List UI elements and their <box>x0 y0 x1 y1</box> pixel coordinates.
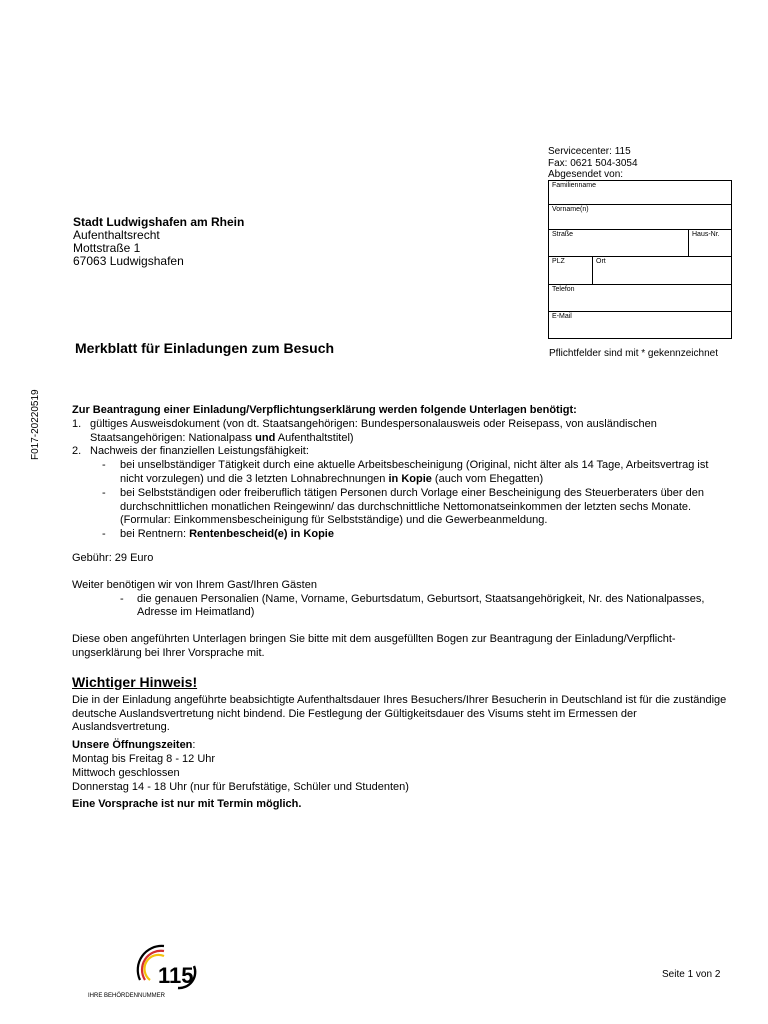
telefon-label: Telefon <box>552 286 575 293</box>
list-text: Nachweis der finanziellen Leistungsfähigkeit: <box>90 445 309 458</box>
email-label: E-Mail <box>552 313 572 320</box>
required-fields-note: Pflichtfelder sind mit * gekennzeichnet <box>549 348 718 359</box>
sender-form <box>548 180 732 339</box>
sent-from-label: Abgesendet von: <box>548 169 624 180</box>
guest-list-item <box>72 593 732 621</box>
document-title: Merkblatt für Einladungen zum Besuch <box>75 340 335 356</box>
bring-documents-text: Diese oben angeführten Unterlagen bringen Sie bitte mit dem ausgefüllten Bogen zur Beantragung der Einladung/Verpflicht-ungserklärung bei Ihrer Vorsprache mit. <box>72 633 676 659</box>
dash: - <box>102 528 106 541</box>
address-row <box>549 230 731 257</box>
list-number: 2. <box>72 445 82 458</box>
fee: Gebühr: 29 Euro <box>72 551 154 564</box>
email-field[interactable] <box>549 312 731 339</box>
list-text <box>90 418 732 446</box>
vorname-field[interactable] <box>549 205 731 230</box>
list-item <box>72 445 732 459</box>
logo-115 <box>88 940 218 1000</box>
sub-text: bei Selbstständigen oder freiberuflich tätigen Personen durch Vorlage einer Bescheinigung des Steuerberaters über den durchschnittlichen monatlichen Reingewinn/ das durchschnittliche Nettomonatseinkommen der letzten sechs Monate. (Formular: Einkommensbescheinigung für Selbstständige) und die Gewerbeanmeldung. <box>120 486 704 527</box>
logo-number: 115 <box>158 963 194 988</box>
list-item <box>72 418 732 446</box>
opening-hours-line: Donnerstag 14 - 18 Uhr (nur für Berufstätige, Schüler und Studenten) <box>72 780 409 793</box>
dash: - <box>102 459 106 472</box>
logo-115-graphic <box>88 940 218 1000</box>
hausnr-label: Haus-Nr. <box>692 231 720 238</box>
opening-hours-line: Mittwoch geschlossen <box>72 766 180 779</box>
sub-list-item <box>72 459 732 487</box>
authority-name: Stadt Ludwigshafen am Rhein <box>73 215 245 229</box>
sub3-bold: Rentenbescheid(e) in Kopie <box>189 528 334 541</box>
item1-text-end: Aufenthaltstitel) <box>275 431 354 444</box>
main-content <box>72 404 732 812</box>
hausnr-field[interactable] <box>689 230 733 256</box>
sub-list-item <box>72 487 732 528</box>
page-number: Seite 1 von 2 <box>662 969 721 980</box>
sub1-text-end: (auch vom Ehegatten) <box>431 472 544 485</box>
strasse-label: Straße <box>552 231 574 238</box>
ort-field[interactable] <box>593 257 733 284</box>
item1-text: gültiges Ausweisdokument (von dt. Staatsangehörigen: Bundespersonalausweis oder Reisepass, von ausländischen Staatsangehörigen: Nationalpass <box>90 417 657 444</box>
plz-field[interactable] <box>549 257 593 284</box>
dash: - <box>102 486 106 499</box>
opening-hours-title: Unsere Öffnungszeiten <box>72 739 193 752</box>
opening-hours-heading <box>72 739 732 753</box>
logo-tagline: IHRE BEHÖRDENNUMMER <box>88 993 166 999</box>
fax-number: Fax: 0621 504-3054 <box>548 157 638 169</box>
guest-item-text: die genauen Personalien (Name, Vorname, Geburtsdatum, Geburtsort, Staatsangehörigkeit, Nr. des Nationalpasses, Adresse im Heimatland) <box>137 592 705 619</box>
sub-text <box>120 528 732 542</box>
dash: - <box>120 592 124 605</box>
ort-label: Ort <box>596 258 606 265</box>
recipient-address <box>73 216 244 268</box>
important-note-text: Die in der Einladung angeführte beabsichtigte Aufenthaltsdauer Ihres Besuchers/Ihrer Besucherin in Deutschland ist für die zuständige deutsche Auslandsvertretung nicht bindend. Die Festlegung der Gültigkeitsdauer des Visums steht im Ermessen der Auslandsvertretung. <box>72 693 727 734</box>
street: Mottstraße 1 <box>73 241 141 255</box>
sub3-text: bei Rentnern: <box>120 528 190 541</box>
list-number: 1. <box>72 417 82 430</box>
familienname-label: Familienname <box>552 182 596 189</box>
form-code: F017-20220519 <box>30 389 41 460</box>
service-center-number: Servicecenter: 115 <box>548 146 631 157</box>
opening-hours-line: Montag bis Freitag 8 - 12 Uhr <box>72 752 216 765</box>
sub1-text: bei unselbständiger Tätigkeit durch eine aktuelle Arbeitsbescheinigung (Original, nicht älter als 14 Tage, Arbeitsvertrag ist nicht vorzulegen) und die 3 letzten Lohnabrechnungen <box>120 459 709 485</box>
strasse-field[interactable] <box>549 230 689 256</box>
item1-bold: und <box>255 431 276 444</box>
vorname-label: Vorname(n) <box>552 206 589 213</box>
appointment-note: Eine Vorsprache ist nur mit Termin möglich. <box>72 798 302 811</box>
city-row <box>549 257 731 285</box>
telefon-field[interactable] <box>549 285 731 312</box>
sub-list-item <box>72 528 732 542</box>
familienname-field[interactable] <box>549 181 731 205</box>
service-center-info <box>548 146 638 181</box>
city: 67063 Ludwigshafen <box>73 254 184 268</box>
lead-paragraph: Zur Beantragung einer Einladung/Verpflichtungserklärung werden folgende Unterlagen benötigt: <box>72 404 577 416</box>
guest-intro: Weiter benötigen wir von Ihrem Gast/Ihren Gästen <box>72 578 317 591</box>
department: Aufenthaltsrecht <box>73 228 160 242</box>
sub-text <box>120 459 732 487</box>
opening-hours-colon: : <box>192 739 196 752</box>
plz-label: PLZ <box>552 258 565 265</box>
sub1-bold: in Kopie <box>388 472 432 485</box>
important-note-heading: Wichtiger Hinweis! <box>72 673 198 690</box>
